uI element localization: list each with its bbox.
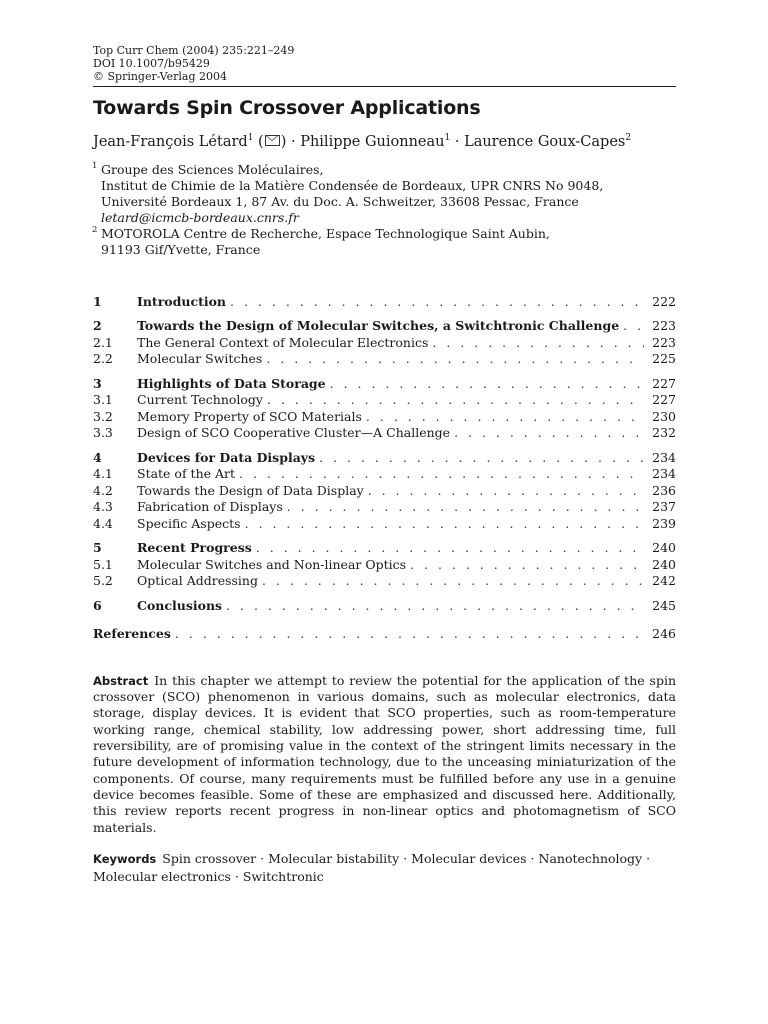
toc-entry[interactable] [93, 499, 676, 516]
author-name: Jean-François Létard [93, 133, 248, 150]
abstract [93, 673, 676, 836]
toc-leader-dots [287, 499, 644, 514]
toc-section-number: 4.1 [93, 466, 113, 482]
toc-section-title: Optical Addressing [137, 573, 258, 589]
toc-section-number: 5.1 [93, 556, 113, 572]
toc-section-title: Highlights of Data Storage [137, 375, 326, 391]
toc-section-number: 3.2 [93, 408, 113, 424]
affiliation-number: 1 [92, 160, 98, 171]
affiliation-text: 91193 Gif/Yvette, France [101, 241, 261, 257]
toc-leader-dots [175, 626, 644, 641]
doi: DOI 10.1007/b95429 [93, 57, 210, 70]
keywords [93, 850, 676, 885]
toc-leader-dots [432, 335, 644, 350]
affiliation-number: 2 [92, 224, 98, 235]
toc-section-number: 3 [93, 375, 102, 391]
toc-references-entry[interactable] [93, 626, 676, 643]
toc-section-title: Introduction [137, 293, 227, 309]
toc-section-number: 1 [93, 293, 102, 309]
toc-section-title: Specific Aspects [137, 515, 241, 531]
toc-section-title: Devices for Data Displays [137, 449, 316, 465]
toc-leader-dots [454, 425, 644, 440]
toc-page-number: 234 [652, 466, 676, 482]
affiliation-text: Groupe des Sciences Moléculaires, [101, 161, 324, 177]
toc-section-title: The General Context of Molecular Electronics [137, 334, 429, 350]
affiliation-marker: 2 [625, 133, 632, 143]
affiliation-text: MOTOROLA Centre de Recherche, Espace Technologique Saint Aubin, [101, 225, 550, 241]
author-separator: · [286, 133, 301, 150]
affiliation-line [93, 178, 676, 194]
author-name: Laurence Goux-Capes [464, 133, 626, 150]
toc-entry[interactable] [93, 409, 676, 426]
toc-page-number: 240 [652, 540, 676, 556]
toc-group [93, 318, 676, 368]
toc-page-number: 237 [652, 499, 676, 515]
toc-section-title: Current Technology [137, 392, 263, 408]
affiliation-line [93, 226, 676, 242]
toc-page-number: 222 [652, 293, 676, 309]
affiliation-marker: 1 [247, 133, 254, 143]
toc-entry[interactable] [93, 573, 676, 590]
toc-leader-dots [410, 557, 644, 572]
toc-page-number: 245 [652, 597, 676, 613]
toc-page-number: 227 [652, 375, 676, 391]
toc-section-number: 4.3 [93, 499, 113, 515]
toc-page-number: 246 [652, 626, 676, 642]
toc-section-number: 2 [93, 318, 102, 334]
toc-entry[interactable] [93, 598, 676, 615]
toc-section-number: 4.2 [93, 482, 113, 498]
abstract-text: In this chapter we attempt to review the potential for the application of the spin crossover (SCO) phenomenon in various domains, such as molecular electronics, data storage, display devices. It is evident that SCO properties, such as room-temperature working range, chemical stability, low addressing power, short addressing time, full reversibility, are of promising value in the context of the stringent limits necessary in the future development of information technology, due to the unceasing miniaturization of the components. Of course, many requirements must be fulfilled before any use in a genuine device becomes feasible. Some of these are emphasized and discussed here. Additionally, this review reports recent progress in non-linear optics and photomagnetism of SCO materials. [93, 672, 676, 835]
toc-section-number: 3.1 [93, 392, 113, 408]
toc-entry[interactable] [93, 466, 676, 483]
toc-leader-dots [366, 409, 644, 424]
copyright: © Springer-Verlag 2004 [93, 70, 227, 83]
toc-leader-dots [230, 294, 644, 309]
toc-entry[interactable] [93, 351, 676, 368]
toc-section-title: Towards the Design of Molecular Switches, a Switchtronic Challenge [137, 318, 620, 334]
header-rule [93, 86, 676, 87]
toc-section-title: Conclusions [137, 597, 223, 613]
toc-section-number: 2.2 [93, 351, 113, 367]
toc-entry[interactable] [93, 425, 676, 442]
toc-group [93, 598, 676, 615]
toc-section-number: 3.3 [93, 425, 113, 441]
toc-entry[interactable] [93, 294, 676, 311]
toc-section-title: Molecular Switches and Non-linear Optics [137, 556, 407, 572]
toc-group [93, 376, 676, 442]
toc-page-number: 242 [652, 573, 676, 589]
toc-entry[interactable] [93, 450, 676, 467]
toc-leader-dots [266, 351, 644, 366]
toc-group [93, 450, 676, 533]
toc-page-number: 236 [652, 482, 676, 498]
toc-entry[interactable] [93, 483, 676, 500]
affiliation-marker: 1 [444, 133, 451, 143]
toc-page-number: 223 [652, 318, 676, 334]
affiliation-text: Institut de Chimie de la Matière Condensée de Bordeaux, UPR CNRS No 9048, [101, 177, 604, 193]
author-email[interactable]: letard@icmcb-bordeaux.cnrs.fr [101, 209, 299, 225]
article-page [93, 44, 676, 885]
toc-entry[interactable] [93, 318, 676, 335]
toc-page-number: 225 [652, 351, 676, 367]
toc-entry[interactable] [93, 557, 676, 574]
toc-leader-dots [226, 598, 644, 613]
toc-entry[interactable] [93, 376, 676, 393]
envelope-icon [265, 135, 280, 146]
toc-leader-dots [256, 540, 644, 555]
affiliations [93, 162, 676, 258]
toc-group [93, 540, 676, 590]
affiliation-line [93, 242, 676, 258]
toc-section-number: 5 [93, 540, 102, 556]
toc-section-title: References [93, 626, 171, 642]
toc-section-number: 4.4 [93, 515, 113, 531]
toc-section-title: Fabrication of Displays [137, 499, 283, 515]
author-separator: · [450, 133, 465, 150]
toc-leader-dots [368, 483, 644, 498]
toc-leader-dots [245, 516, 644, 531]
toc-section-title: State of the Art [137, 466, 236, 482]
toc-section-title: Towards the Design of Data Display [137, 482, 364, 498]
journal-header [93, 44, 676, 83]
toc-page-number: 232 [652, 425, 676, 441]
toc-leader-dots [239, 466, 644, 481]
toc-section-title: Design of SCO Cooperative Cluster—A Challenge [137, 425, 451, 441]
toc-page-number: 223 [652, 334, 676, 350]
affiliation-line [93, 162, 676, 178]
keywords-label: Keywords [93, 851, 157, 866]
toc-section-number: 6 [93, 597, 102, 613]
toc-section-number: 2.1 [93, 334, 113, 350]
toc-group [93, 294, 676, 311]
toc-entry[interactable] [93, 335, 676, 352]
toc-page-number: 227 [652, 392, 676, 408]
author-line: Jean-François Létard$^1$ ( ) · Philippe Guionneau$^1$ · Laurence Goux-Capes$^2$ [93, 133, 632, 150]
toc-page-number: 239 [652, 515, 676, 531]
toc-entry[interactable] [93, 516, 676, 533]
keywords-text: Spin crossover · Molecular bistability · Molecular devices · Nanotechnology · Molecular electronics · Switchtronic [93, 850, 651, 884]
toc-leader-dots [262, 573, 644, 588]
affiliation-line [93, 194, 676, 210]
toc-leader-dots [330, 376, 644, 391]
toc-section-title: Recent Progress [137, 540, 252, 556]
toc-section-title: Memory Property of SCO Materials [137, 408, 362, 424]
toc-section-title: Molecular Switches [137, 351, 263, 367]
toc-page-number: 230 [652, 408, 676, 424]
toc-entry[interactable] [93, 392, 676, 409]
article-title: Towards Spin Crossover Applications [93, 97, 481, 119]
toc-leader-dots [623, 318, 644, 333]
toc-leader-dots [267, 392, 644, 407]
toc-entry[interactable] [93, 540, 676, 557]
toc-section-number: 4 [93, 449, 102, 465]
toc-leader-dots [319, 450, 644, 465]
abstract-label: Abstract [93, 673, 149, 688]
affiliation-text: Université Bordeaux 1, 87 Av. du Doc. A. Schweitzer, 33608 Pessac, France [101, 193, 579, 209]
author-name: Philippe Guionneau [300, 133, 445, 150]
journal-citation: Top Curr Chem (2004) 235:221–249 [93, 44, 295, 57]
toc-page-number: 234 [652, 449, 676, 465]
table-of-contents [93, 294, 676, 643]
toc-page-number: 240 [652, 556, 676, 572]
toc-section-number: 5.2 [93, 573, 113, 589]
